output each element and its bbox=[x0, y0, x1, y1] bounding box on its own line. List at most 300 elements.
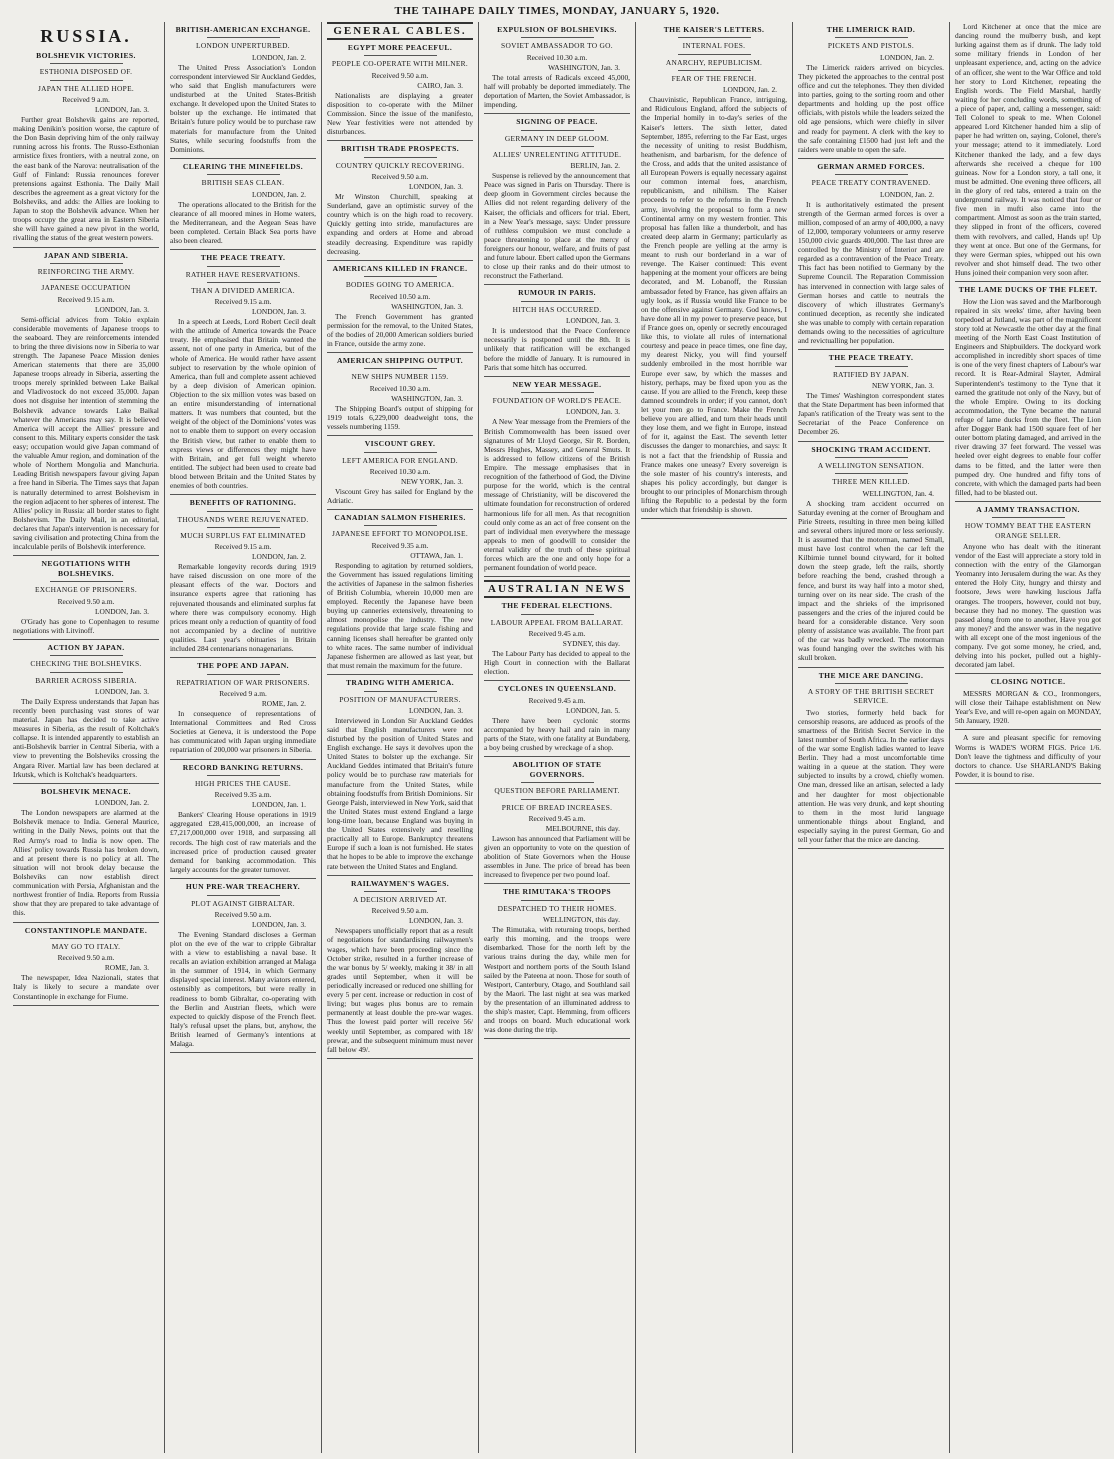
divider bbox=[521, 37, 594, 38]
article bbox=[170, 498, 316, 653]
received-time: Received 9.50 a.m. bbox=[371, 172, 429, 182]
article-subheading: REINFORCING THE ARMY. bbox=[37, 267, 135, 276]
article-headline: BENEFITS OF RATIONING. bbox=[189, 498, 297, 508]
article-separator bbox=[484, 883, 630, 884]
article-separator bbox=[484, 113, 630, 114]
divider bbox=[835, 457, 908, 458]
dateline: LONDON, Jan. 2. bbox=[95, 798, 149, 808]
article-subheading: A WELLINGTON SENSATION. bbox=[817, 461, 925, 471]
article bbox=[484, 117, 630, 280]
article-separator bbox=[798, 667, 944, 668]
article-subheading: CHECKING THE BOLSHEVIKS. bbox=[30, 659, 142, 669]
article-headline: CANADIAN SALMON FISHERIES. bbox=[334, 512, 466, 522]
divider bbox=[364, 276, 437, 277]
article bbox=[13, 251, 159, 552]
article bbox=[327, 144, 473, 256]
article-separator bbox=[13, 783, 159, 784]
article-separator bbox=[798, 848, 944, 849]
article bbox=[327, 513, 473, 670]
article-body: The Labour Party has decided to appeal to the High Court in connection with the Ballarat election. bbox=[484, 649, 630, 677]
article-subheading: ALLIES' UNRELENTING ATTITUDE. bbox=[492, 149, 622, 159]
article-headline: VISCOUNT GREY. bbox=[364, 439, 436, 449]
article bbox=[955, 505, 1101, 670]
article-separator bbox=[13, 922, 159, 923]
article-separator bbox=[327, 875, 473, 876]
article bbox=[955, 22, 1101, 277]
dateline: LONDON, Jan. 2. bbox=[880, 189, 934, 199]
received-time: Received 9.45 a.m. bbox=[528, 629, 586, 639]
dateline: ROME, Jan. 3. bbox=[104, 963, 149, 973]
dateline: ROME, Jan. 2. bbox=[261, 698, 306, 708]
dateline: LONDON, Jan. 3. bbox=[409, 182, 463, 192]
dateline: LONDON, Jan. 3. bbox=[95, 304, 149, 314]
article bbox=[327, 43, 473, 136]
article-body: How the Lion was saved and the Marlborough repaired in six weeks' time, after having been torpedoed at Jutland, was part of the magnificent story told at Newcastle the other day at the final meeting of the North East Coast Institution of Engineers and Shipbuilders. The dockyard work accomplished in incredibly short spaces of time is one of the very finest chapters of Labour's war record. It is Rear-Admiral Slayter, Admiral Superintendent's testimony to the Tyne that it earned the gratitude not only of the Navy, but of the whole Empire. Owing to its docking accommodation, the Tyne became the natural refuge of lame ducks from the fleet. The Lion after Dogger Bank had 1500 square feet of her outer bottom plating damaged, and arrived in the river drawing 37 feet forward. The vessel was heeled over eight degrees to enable four coffer dams to be fitted, and the latter were then pumped dry. One hundred and fifty tons of concrete, with which the damaged parts had been filled, had to be blasted out. bbox=[955, 296, 1101, 497]
columns-container bbox=[8, 22, 1106, 1453]
article-separator bbox=[798, 441, 944, 442]
article-subheading: RATHER HAVE RESERVATIONS. bbox=[185, 269, 301, 279]
article-headline: THE LAME DUCKS OF THE FLEET. bbox=[958, 285, 1098, 295]
article-subheading: A STORY OF THE BRITISH SECRET SERVICE. bbox=[807, 687, 935, 706]
article bbox=[798, 353, 944, 436]
article-separator bbox=[170, 249, 316, 250]
article-separator bbox=[641, 518, 787, 519]
column-5 bbox=[635, 22, 792, 1453]
article-separator bbox=[170, 158, 316, 159]
article-headline: JAPAN AND SIBERIA. bbox=[43, 250, 129, 260]
article bbox=[327, 678, 473, 871]
dateline: WASHINGTON, Jan. 3. bbox=[391, 301, 463, 311]
dateline: LONDON, Jan. 2. bbox=[252, 52, 306, 62]
divider bbox=[50, 938, 123, 939]
article-headline: THE KAISER'S LETTERS. bbox=[663, 25, 765, 34]
article bbox=[484, 601, 630, 676]
divider bbox=[207, 37, 280, 38]
article-subheading: BRITISH SEAS CLEAN. bbox=[201, 178, 285, 188]
article-subheading: JAPANESE EFFORT TO MONOPOLISE. bbox=[331, 529, 468, 539]
section-heading: AUSTRALIAN NEWS bbox=[484, 580, 630, 598]
article-subheading: LONDON UNPERTURBED. bbox=[196, 41, 290, 51]
article-body: In consequence of representations of International Committees and Red Cross Societies at Geneva, it is understood the Pope has communicated with Japan urging immediate repatriation of 200,000 war prisoners in Siberia. bbox=[170, 708, 316, 755]
article-subheading: JAPANESE OCCUPATION bbox=[41, 283, 131, 293]
divider bbox=[678, 37, 751, 38]
article-body: There have been cyclonic storms accompanied by heavy hail and rain in many parts of the State, with one fatality at Bundaberg, a boy being crushed by wreckage of a shop. bbox=[484, 715, 630, 753]
divider bbox=[207, 511, 280, 512]
article-headline: SHOCKING TRAM ACCIDENT. bbox=[811, 444, 931, 454]
divider bbox=[207, 266, 280, 267]
article-headline: THE POPE AND JAPAN. bbox=[197, 661, 289, 671]
article-headline: TRADING WITH AMERICA. bbox=[345, 678, 455, 688]
article bbox=[955, 733, 1101, 779]
dateline: MELBOURNE, this day. bbox=[545, 823, 620, 833]
article bbox=[798, 25, 944, 154]
article-headline: GERMAN ARMED FORCES. bbox=[817, 161, 925, 171]
article-separator bbox=[327, 435, 473, 436]
dateline: LONDON, Jan. 3. bbox=[95, 104, 149, 114]
received-time: Received 9.35 a.m. bbox=[214, 790, 272, 800]
article-separator bbox=[13, 555, 159, 556]
article-headline: RUMOUR IN PARIS. bbox=[518, 288, 596, 298]
article-separator bbox=[955, 281, 1101, 282]
article-subheading: LABOUR APPEAL FROM BALLARAT. bbox=[490, 617, 624, 627]
article-separator bbox=[13, 639, 159, 640]
article bbox=[798, 671, 944, 845]
article-subheading: PLOT AGAINST GIBRALTAR. bbox=[191, 898, 295, 908]
article-headline: THE FEDERAL ELECTIONS. bbox=[501, 601, 613, 611]
article bbox=[798, 445, 944, 663]
divider bbox=[521, 614, 594, 615]
article-separator bbox=[484, 1038, 630, 1039]
article-headline: EXPULSION OF BOLSHEVIKS. bbox=[497, 25, 617, 34]
article-body: The Daily Express understands that Japan has recently been purchasing vast stores of war material. Japan has decided to take active measures in Siberia, as the result of Koltchak's collapse. It is intended apparently to establish an anti-Bolshevik barrier in Central Siberia, with a view to preventing the Bolsheviks crossing the Angara River. Martial law has been declared at Irkutsk, which is Koltchak's headquarters. bbox=[13, 696, 159, 779]
article-subheading: POSITION OF MANUFACTURERS. bbox=[339, 694, 461, 704]
article-subheading: LEFT AMERICA FOR ENGLAND. bbox=[342, 455, 458, 465]
article-headline: BRITISH-AMERICAN EXCHANGE. bbox=[175, 25, 311, 34]
article bbox=[327, 879, 473, 1054]
article-subheading: THOUSANDS WERE REJUVENATED. bbox=[177, 514, 309, 524]
received-time: Received 10.30 a.m. bbox=[526, 52, 588, 62]
article-subheading: ESTHONIA DISPOSED OF. bbox=[39, 67, 133, 77]
article-separator bbox=[170, 878, 316, 879]
article-subheading: PICKETS AND PISTOLS. bbox=[827, 41, 915, 51]
article-headline: RECORD BANKING RETURNS. bbox=[182, 762, 304, 772]
dateline: LONDON, Jan. 3. bbox=[409, 705, 463, 715]
article bbox=[641, 25, 787, 514]
article-subheading: INTERNAL FOES. bbox=[682, 41, 746, 51]
article-headline: NEGOTIATIONS WITH BOLSHEVIKS. bbox=[41, 559, 131, 578]
article-body: A New Year message from the Premiers of the British Commonwealth has been issued over signatures of Mr Lloyd George, Sir R. Borden, Messrs Hughes, Massey, and General Smuts. It is addressed to fellow citizens of the British Empire. The message emphasises that in recognition of the fatherhood of God, the Divine purpose for the world, which is the central message of Christianity, will be discovered the ultimate foundation for reconstruction of ordered harmonious life for all men. As that recognition could only come as an act of free consent on the part of individual men everywhere the message appeals to men of goodwill to consider the eternal validity of the truth of these spiritual forces which are the one and only hope for a permanent foundation of world peace. bbox=[484, 417, 630, 573]
divider bbox=[521, 146, 594, 147]
article-headline: BOLSHEVIK MENACE. bbox=[41, 786, 131, 796]
article-headline: RAILWAYMEN'S WAGES. bbox=[350, 878, 450, 888]
divider bbox=[207, 527, 280, 528]
article bbox=[484, 380, 630, 573]
divider bbox=[207, 674, 280, 675]
article-body: MESSRS MORGAN & CO., Ironmongers, will close their Taihape establishment on New Year's Eve, and will re-open again on MONDAY, 5th January, 1920. bbox=[955, 688, 1101, 726]
dateline: LONDON, Jan. 3. bbox=[566, 316, 620, 326]
divider bbox=[835, 683, 908, 684]
article bbox=[170, 162, 316, 245]
article-headline: EGYPT MORE PEACEFUL. bbox=[347, 43, 453, 52]
divider bbox=[207, 895, 280, 896]
article-separator bbox=[484, 756, 630, 757]
dateline: WASHINGTON, Jan. 3. bbox=[391, 393, 463, 403]
received-time: Received 9 a.m. bbox=[219, 688, 267, 698]
article-subheading: RATIFIED BY JAPAN. bbox=[832, 369, 910, 379]
article-headline: THE LIMERICK RAID. bbox=[826, 25, 916, 34]
dateline: LONDON, Jan. 3. bbox=[95, 686, 149, 696]
article-headline: THE PEACE TREATY. bbox=[828, 353, 914, 363]
dateline: WELLINGTON, this day. bbox=[543, 915, 620, 925]
received-time: Received 9 a.m. bbox=[62, 94, 110, 104]
divider bbox=[364, 452, 437, 453]
article-body: Further great Bolshevik gains are reported, making Denikin's position worse, the capture of the Don Basin depriving him of the only railway running across his fronts. The Russo-Esthonian armistice fixes frontiers, with a neutral zone, on the east bank of the Narova: neutralisation of the Gulf of Finland: Russia renounces forever pretensions against Esthonia. The Daily Mail describes the agreement as a great victory for the Bolsheviks, and adds: the Allies are looking to Japan to stop the Bolshevik advance. When her troops occupy the great area in Eastern Siberia she will have gained a new pivot in the world, rivalling the status of the great western powers. bbox=[13, 114, 159, 243]
divider bbox=[521, 392, 594, 393]
dateline: LONDON, Jan. 3. bbox=[95, 606, 149, 616]
received-time: Received 9.45 a.m. bbox=[528, 813, 586, 823]
article-headline: THE MICE ARE DANCING. bbox=[818, 670, 924, 680]
dateline: LONDON, Jan. 3. bbox=[252, 307, 306, 317]
divider bbox=[207, 174, 280, 175]
article-subheading: BODIES GOING TO AMERICA. bbox=[345, 280, 455, 290]
article bbox=[327, 356, 473, 431]
divider bbox=[835, 37, 908, 38]
article bbox=[170, 763, 316, 875]
divider bbox=[835, 473, 908, 474]
column-3 bbox=[321, 22, 478, 1453]
article-body: Newspapers unofficially report that as a result of negotiations for standardising railwaymen's wages, which have been proceeding since the October strike, resulted in a further increase of the war bonus by 5/ weekly, making it 38/ in all grades until September, when it will be periodically increased or reduced one shilling for every 5 per cent. increase or reduction in cost of living; but wages plus bonus are to remain permanently at least double the pre-war wages. Thus the lowest paid porter will receive 56/ weekly until September, as compared with 18/ prewar, and the subsequent minimum must never fall below 49/. bbox=[327, 926, 473, 1054]
divider bbox=[364, 691, 437, 692]
article bbox=[13, 787, 159, 918]
article-subheading: COUNTRY QUICKLY RECOVERING. bbox=[335, 160, 465, 170]
article-body: Suspense is relieved by the announcement that Peace was signed in Paris on Thursday. There is deep gloom in Government circles because the Allies did not relent regarding delivery of the Kaiser, the officials and officers for trial. Ebert, in a New Year's message, says: Under pressure of ruthless compulsion we must conclude a peace threatening to place at the mercy of foreigners our honour, welfare, and fruits of past and future labour. Ebert called upon the Germans to close up their ranks and do their utmost to reconstruct the Fatherland. bbox=[484, 171, 630, 281]
article-subheading: DESPATCHED TO THEIR HOMES. bbox=[497, 903, 617, 913]
article-body: The United Press Association's London correspondent interviewed Sir Auckland Geddes, who said that English manufacturers were undisturbed at the United States-British exchange. It developed upon the United States to bolster up the exchange. He intimated that Britain's future policy would be to purchase raw materials for manufacture from the United States, while securing foodstuffs from the Dominions. bbox=[170, 62, 316, 154]
article-body: Lawson has announced that Parliament will be given an opportunity to vote on the question of abolition of State Governors when the House assembles in June. The price of bread has been increased to fivepence per two pound loaf. bbox=[484, 833, 630, 880]
article-body: A sure and pleasant specific for removing Worms is WADE'S WORM FIGS. Price 1/6. Don't leave the tightness and difficulty of your doctors to chance. Use SHARLAND'S Baking Powder, it is bound to rise. bbox=[955, 733, 1101, 779]
article-body: A shocking tram accident occurred on Saturday evening at the corner of Brougham and Pirie Streets, resulting in three men being killed and several others injured more or less seriously. It is assumed that the motorman, named Small, must have lost control when the car left the Kilbirnie tunnel bound cityward, for it bolted down the steep grade, left the rails, shortly before reaching the bend, crashed through a fence, and burst its way half into a motor shed, turning over on its near side. The crash of the impact and the shrieks of the imprisoned passengers and the cries of the injured could be heard for a considerable distance. Very soon plenty of assistance was available. The front part of the car was badly wrecked. The motorman was found hanging over the switches with his skull broken. bbox=[798, 498, 944, 663]
article-body: The Evening Standard discloses a German plot on the eve of the war to cripple Gibraltar with a view to establishing a naval base. It recalls an aviation exhibition arranged at Malaga in the summer of 1914, in which Germany displayed special interest. Many aviators entered, ostensibly as competitors, but were really in readiness to bomb Gibraltar, co-operating with the Berlin and Austrian fleets, which were expected to quickly dispose of the French fleet. Italy's refusal upset the plans, but, anyhow, the British learned of Germany's intentions at Malaga. bbox=[170, 929, 316, 1049]
article-subheading: PEACE TREATY CONTRAVENED. bbox=[811, 178, 931, 188]
article-subheading: REPATRIATION OF WAR PRISONERS. bbox=[176, 677, 310, 687]
article-subheading: PEOPLE CO-OPERATE WITH MILNER. bbox=[331, 59, 469, 69]
article-body: The operations allocated to the British for the clearance of all moored mines in Home waters, the Mediterranean, and the Aegean Seas have been completed. Certain Black Sea ports have also been cleared. bbox=[170, 199, 316, 245]
article-body: The Rimutaka, with returning troops, berthed early this morning, and the troops were disembarked. Those for the north left by the various trains during the day, while men for Westport and northern ports of the South Island sailed by the Pateena at noon. Those for south of Westport, Canterbury, Otago, and Southland sail by the Maori. The last night at sea was marked by the presentation of an illuminated address to the ship's master, Capt. Hemming, from officers and troops on board. Much educational work was done during the trip. bbox=[484, 925, 630, 1035]
divider bbox=[50, 279, 123, 280]
article-separator bbox=[170, 494, 316, 495]
article-separator bbox=[327, 352, 473, 353]
column-1 bbox=[8, 22, 164, 1453]
received-time: Received 10.30 a.m. bbox=[369, 466, 431, 476]
received-time: Received 9.50 a.m. bbox=[57, 596, 115, 606]
article-subheading: BARRIER ACROSS SIBERIA. bbox=[35, 675, 137, 685]
article-separator bbox=[13, 1005, 159, 1006]
article-subheading: A DECISION ARRIVED AT. bbox=[353, 895, 447, 905]
article-subheading: HOW TOMMY BEAT THE EASTERN ORANGE SELLER. bbox=[964, 521, 1092, 540]
article-subheading: MUCH SURPLUS FAT ELIMINATED bbox=[180, 530, 306, 540]
article-body: It is understood that the Peace Conference necessarily is postponed until the 8th. It is unlikely that ratification will be exchanged before the middle of January. It is rumoured in Paris that some hitch has occurred. bbox=[484, 326, 630, 372]
article-separator bbox=[484, 576, 630, 577]
article bbox=[13, 643, 159, 779]
masthead: THE TAIHAPE DAILY TIMES, MONDAY, JANUARY 5, 1920. bbox=[394, 5, 720, 17]
dateline: LONDON, Jan. 2. bbox=[723, 85, 777, 95]
dateline: WELLINGTON, Jan. 4. bbox=[862, 488, 934, 498]
article-headline: THE RIMUTAKA'S TROOPS bbox=[502, 887, 612, 897]
article-subheading: THREE MEN KILLED. bbox=[832, 477, 910, 487]
article-headline: CONSTANTINOPLE MANDATE. bbox=[24, 925, 148, 935]
article-body: Viscount Grey has sailed for England by the Adriatic. bbox=[327, 486, 473, 505]
column-4 bbox=[478, 22, 635, 1453]
article-body: Nationalists are displaying a greater disposition to co-operate with the Milner Commission. Since the issue of the manifesto, New Year festivities were not attended by disturbances. bbox=[327, 90, 473, 137]
article-separator bbox=[327, 509, 473, 510]
article-subheading: NEW SHIPS NUMBER 1159. bbox=[351, 372, 449, 382]
article bbox=[327, 264, 473, 348]
dateline: SYDNEY, this day. bbox=[562, 639, 620, 649]
divider bbox=[521, 301, 594, 302]
article-body: In a speech at Leeds, Lord Robert Cecil dealt with the attitude of America towards the Peace treaty. He emphasised that Britain wanted the assent, not of one party in America, but of the whole of America. He would rather have assent subject to reservation by the whole opinion of America, than full and complete assent achieved by a deep division of American opinion. Objection to the six million votes was based on an entire misunderstanding of international matters. It was numbers that counted, but the weight of the object of the Dominions' votes was not to enable them to support on every occasion the British view, but rather to enable them to express views or differences they might have with Britain, and get full weight whereto entitled. The subject had been used to create bad blood between Britain and the United States by enemies of both countries. bbox=[170, 317, 316, 491]
divider bbox=[835, 174, 908, 175]
dateline: OTTAWA, Jan. 1. bbox=[410, 550, 463, 560]
article-separator bbox=[170, 759, 316, 760]
received-time: Received 9.50 a.m. bbox=[371, 906, 429, 916]
dateline: LONDON, Jan. 2. bbox=[252, 189, 306, 199]
article-headline: BRITISH TRADE PROSPECTS. bbox=[340, 144, 460, 154]
received-time: Received 9.15 a.m. bbox=[214, 297, 272, 307]
article-body: Interviewed in London Sir Auckland Geddes said that English manufacturers were not disturbed by the position of United States and English exchange. He says it devolves upon the United States to bolster up the exchange. Sir Auckland Geddes intimated that Britain's future policy would be to purchase raw materials for manufacture from the United States, while obtaining foodstuffs from British Dominions. Sir George Paish, interviewed in New York, said that the United States must extend England a large long-time loan, because England was buying in the United States extensively and reselling practically all to Europe. Bankruptcy threatens Europe if such a loan is not furnished. He states that he hopes to be able to improve the exchange rate between the United States and England. bbox=[327, 715, 474, 871]
section-heading: GENERAL CABLES. bbox=[327, 22, 473, 40]
article-separator bbox=[13, 247, 159, 248]
divider bbox=[678, 54, 751, 55]
article-separator bbox=[484, 376, 630, 377]
section-heading: RUSSIA. bbox=[40, 26, 132, 46]
article-body: It is authoritatively estimated the present strength of the German armed forces is over a million, composed of an army of 400,000, a navy of 12,000, temporary volunteers or army reserve 150,000 civic guards 400,000. The last three are controlled by the Ministry of Interior and are regarded as a contravention of the Peace Treaty. This fact has been notified to Germany by the Supreme Council. The Reparation Commission has intervened in connection with large sales of German horses and cattle to neutrals the discovery of which illustrates Germany's continued deception, as recently she indicated she was unable to comply with certain reparation demands owing to the necessities of agriculture and revictualling her population. bbox=[798, 199, 944, 346]
article-body: Two stories, formerly held back for censorship reasons, are adduced as proofs of the smartness of the British Secret Service in the latest number of South Africa. In the earlier days of the war some English ladies wanted to leave Berlin. They had a most uncomfortable time waiting in a queue at the station. They were subjected to insults by a crowd, chiefly women. One man, dressed like an artisan, selected a lady and her daughter for most objectionable attention. He was very drunk, and kept shouting to them in the most lurid language unmentionable things about England, and especially saying in the purest German, Go and tell your father that the mice are dancing. bbox=[798, 707, 944, 845]
article-headline: CYCLONES IN QUEENSLAND. bbox=[497, 684, 617, 694]
article bbox=[13, 559, 159, 634]
article bbox=[955, 285, 1101, 497]
article bbox=[484, 760, 630, 879]
article-subheading: MAY GO TO ITALY. bbox=[51, 942, 121, 952]
article-body: Lord Kitchener at once that the mice are dancing round the mulberry bush, and kept lurking against them as if drunk. The lady told some military friends in London of her unpleasant experience, and, acting on the advice of an officer, she went to the War Office and told her story to Lord Kitchener, repeating the English words. The Field Marshal, hardly waiting for her concluding words, something of a piece of paper, and, calling a messenger, said: Tell Colonel to speak to me. When Colonel appeared Lord Kitchener handed him a slip of paper he had written on, saying, Colonel, there's your message; attend to it immediately. Lord Kitchener thanked the lady, and a few days afterwards she received a cheque for 100 guineas. Now for a London story, a tall one, it must be admitted. One evening three officers, all in the glory of red tabs, entered a train on the underground railway. It was noticed that four or five men in mufti also came into the compartment. Almost as soon as the train started, they slipped in front of the officers, covered them with revolvers, and called, Hands up! Up they went at once. But one of the Germans, for they were German spies, whipped out his own revolver and shot himself dead. The two other Huns joined their companion very soon after. bbox=[955, 22, 1101, 277]
article-headline: THE PEACE TREATY. bbox=[200, 253, 286, 263]
divider bbox=[50, 672, 123, 673]
article-headline: HUN PRE-WAR TREACHERY. bbox=[185, 882, 301, 892]
article-subheading: HIGH PRICES THE CAUSE. bbox=[195, 779, 291, 789]
article-separator bbox=[327, 140, 473, 141]
article bbox=[484, 887, 630, 1034]
article-separator bbox=[170, 1052, 316, 1053]
article-body: The French Government has granted permission for the removal, to the United States, of the bodies of 20,000 American soldiers buried in France, outside the army zone. bbox=[327, 311, 473, 348]
divider bbox=[521, 900, 594, 901]
divider bbox=[50, 80, 123, 81]
received-time: Received 10.30 a.m. bbox=[369, 383, 431, 393]
dateline: LONDON, Jan. 3. bbox=[566, 407, 620, 417]
divider bbox=[50, 655, 123, 656]
article bbox=[955, 677, 1101, 725]
article-subheading: JAPAN THE ALLIED HOPE. bbox=[37, 83, 135, 93]
article-headline: A JAMMY TRANSACTION. bbox=[976, 504, 1080, 514]
article-separator bbox=[327, 674, 473, 675]
article bbox=[170, 882, 316, 1048]
article-subheading: EXCHANGE OF PRISONERS. bbox=[34, 585, 138, 595]
divider bbox=[50, 63, 123, 64]
dateline: NEW YORK, Jan. 3. bbox=[401, 476, 463, 486]
article-separator bbox=[484, 284, 630, 285]
article-body: The total arrests of Radicals exceed 45,000, half will probably be deported immediately. The deportation of Marten, the Soviet Ambassador, is impending. bbox=[484, 72, 630, 110]
dateline: WASHINGTON, Jan. 3. bbox=[548, 62, 620, 72]
article-headline: CLOSING NOTICE. bbox=[990, 677, 1066, 687]
column-6 bbox=[792, 22, 949, 1453]
divider bbox=[364, 891, 437, 892]
article-separator bbox=[327, 1058, 473, 1059]
divider bbox=[364, 55, 437, 56]
article-separator bbox=[170, 657, 316, 658]
divider bbox=[364, 157, 437, 158]
article-separator bbox=[484, 680, 630, 681]
article bbox=[484, 25, 630, 109]
received-time: Received 9.50 a.m. bbox=[214, 909, 272, 919]
article-separator bbox=[955, 729, 1101, 730]
article-separator bbox=[955, 673, 1101, 674]
article bbox=[13, 51, 159, 243]
divider bbox=[364, 525, 437, 526]
article-body: The Times' Washington correspondent states that the State Department has been informed that Japan's ratification of the Treaty was sent to the Secretariat of the Peace Conference on December 26. bbox=[798, 391, 944, 437]
article-separator bbox=[955, 783, 1101, 784]
received-time: Received 9.35 a.m. bbox=[371, 540, 429, 550]
article bbox=[13, 926, 159, 1001]
dateline: LONDON, Jan. 2. bbox=[252, 552, 306, 562]
divider bbox=[50, 263, 123, 264]
article-body: Chauvinistic, Republican France, intriguing, and Ridiculous England, afford the subjects of the Imperial homily in to-day's series of the Kaiser's letters. The sixth letter, dated September, 1895, referring to the Far East, urges the necessity of uniting to resist Buddhism, heathenism, and barbarism, for the defence of the Cross, and adds that the united assistance of all European Powers is equally necessary against our common internal foes, anarchism, republicanism, and nihilism. The Kaiser proceeds to refer to the reforms in the French army, involving the proposal to form a new Continental army on my western frontier. This proposal has fallen like a thunderbolt, and has created deep alarm in Germany; particularly as the French people are yelling at the army is meant to rush our borderland in a war of revenge. The Kaiser continued: This event happening at the moment your officers are being decorated, and M. Lobanoff, the Russian ambassador feted by France, has given affairs an ugly look, as if Russia would like France to be on the offensive against Germany. God knows, I have done all in my power to preserve peace, but if France goes on, openly or secretly encouraged like this, to violate all rules of international courtesy and peace in peace times, one fine day, my dearest Nicky, you will find yourself suddenly embroiled in the most horrible war Europe ever saw, by which the masses and history, perhaps, may be fixed upon you as the cause. If you are allied to the French, keep these damned scoundrels in order; if you cannot, don't let your men go to France. Make the French believe you are allied, and turn their heads until they lose them, and we fight in Europe, instead of for it, against the East. The seventh letter discusses the danger to monarchies, and says: It is not a fact that the friendship of Russia and France makes one uneasy? Every sovereign is the sole master of his country's interests, and shapes his policy accordingly, but danger is brought to our principles of Monarchism through lifting the Republic to a pedestal by the form under which that friendship is shown. bbox=[641, 95, 787, 515]
dateline: LONDON, Jan. 3. bbox=[409, 916, 463, 926]
article-separator bbox=[327, 260, 473, 261]
received-time: Received 9.15 a.m. bbox=[57, 294, 115, 304]
article-headline: AMERICAN SHIPPING OUTPUT. bbox=[336, 355, 464, 365]
article-separator bbox=[798, 158, 944, 159]
received-time: Received 9.50 a.m. bbox=[57, 953, 115, 963]
article bbox=[170, 253, 316, 490]
divider bbox=[50, 581, 123, 582]
article-headline: NEW YEAR MESSAGE. bbox=[512, 379, 602, 389]
received-time: Received 10.50 a.m. bbox=[369, 291, 431, 301]
article bbox=[170, 661, 316, 754]
article-headline: AMERICANS KILLED IN FRANCE. bbox=[332, 263, 468, 273]
divider bbox=[364, 368, 437, 369]
dateline: LONDON, Jan. 3. bbox=[252, 919, 306, 929]
article-subheading: ANARCHY, REPUBLICISM. bbox=[665, 57, 763, 67]
divider bbox=[992, 517, 1065, 518]
article-body: Responding to agitation by returned soldiers, the Government has issued regulations limiting the activities of Japanese in the salmon fisheries of British Columbia, wherein 10,000 men are employed. Recently the Japanese have been buying up canneries extensively, threatening to almost monopolise the industry. The new regulations provide that large scale fishing and canning licenses shall hereafter be granted only to white races. The same number of individual Japanese fishermen are allowed as last year, but that must remain the maximum for the future. bbox=[327, 560, 473, 670]
article bbox=[798, 162, 944, 345]
article-body: The newspaper, Idea Nazionali, states that Italy is likely to secure a mandate over Constantinople in exchange for Fiume. bbox=[13, 973, 159, 1001]
article bbox=[484, 288, 630, 371]
article-separator bbox=[798, 349, 944, 350]
article-separator bbox=[955, 501, 1101, 502]
divider bbox=[678, 70, 751, 71]
received-time: Received 9.15 a.m. bbox=[214, 542, 272, 552]
dateline: LONDON, Jan. 5. bbox=[566, 705, 620, 715]
column-2 bbox=[164, 22, 321, 1453]
article bbox=[484, 684, 630, 752]
article-body: The London newspapers are alarmed at the Bolshevik menace to India. General Maurice, writing in the Daily News, points out that the Red Army's road to India is now open. The Allies' policy towards Russia has broken down, and at present there is no policy at all. The situation will not brook delay because the Bolsheviks can now establish direct communication with Persia, Afghanistan and the northwest frontier of India. Reports from Russia show that they are prepared to take advantage of this. bbox=[13, 808, 159, 918]
divider bbox=[521, 130, 594, 131]
divider bbox=[835, 366, 908, 367]
divider bbox=[207, 775, 280, 776]
article-headline: SIGNING OF PEACE. bbox=[516, 117, 598, 127]
article-body: O'Grady has gone to Copenhagen to resume negotiations with Litvinoff. bbox=[13, 616, 159, 635]
article-headline: ACTION BY JAPAN. bbox=[47, 642, 125, 652]
received-time: Received 9.50 a.m. bbox=[371, 70, 429, 80]
dateline: LONDON, Jan. 1. bbox=[252, 800, 306, 810]
article-subheading: PRICE OF BREAD INCREASES. bbox=[501, 802, 613, 812]
dateline: LONDON, Jan. 2. bbox=[880, 52, 934, 62]
article bbox=[327, 439, 473, 505]
article-subheading: HITCH HAS OCCURRED. bbox=[512, 304, 602, 314]
divider bbox=[521, 799, 594, 800]
article-body: The Shipping Board's output of shipping for 1919 totals 6,229,000 deadweight tons, the vessels numbering 1159. bbox=[327, 403, 473, 431]
article-subheading: FOUNDATION OF WORLD'S PEACE. bbox=[492, 396, 622, 406]
article-body: The Limerick raiders arrived on bicycles. They picketed the approaches to the central post office and cut the telephones. They then divided into parties, going to the sorting room and other departments and holding up the post office officials, with pistols while the leaders seized the old age pensions, which were chiefly in silver and ready for payment. A clerk with the key to the safe containing £1500 had just left and the raiders were unable to open the safe. bbox=[798, 62, 944, 154]
article-body: Bankers' Clearing House operations in 1919 aggregated £28,415,000,000, an increase of £7,217,000,000 over 1918, and surpassing all records. The high cost of raw materials and the increased price of production caused greater demand for banking accommodation. This largely accounts for the greater turnover. bbox=[170, 810, 316, 874]
divider bbox=[207, 282, 280, 283]
received-time: Received 9.45 a.m. bbox=[528, 695, 586, 705]
article-body: Remarkable longevity records during 1919 have raised discussion on one more of the pleasant effects of the war. Doctors and insurance experts agree that rationing has rejuvenated thousands and eliminated surplus fat where there was compulsory economy. High prices meant only a reduction of quantity of food not accompanied by a decline of nutritive qualities. Last year's obituaries in Britain included 284 centenarians nonagenarians. bbox=[170, 562, 316, 654]
article-subheading: QUESTION BEFORE PARLIAMENT. bbox=[494, 786, 620, 796]
article bbox=[170, 25, 316, 154]
dateline: BERLIN, Jan. 2. bbox=[570, 161, 620, 171]
column-7 bbox=[949, 22, 1106, 1453]
article-headline: ABOLITION OF STATE GOVERNORS. bbox=[512, 760, 602, 779]
